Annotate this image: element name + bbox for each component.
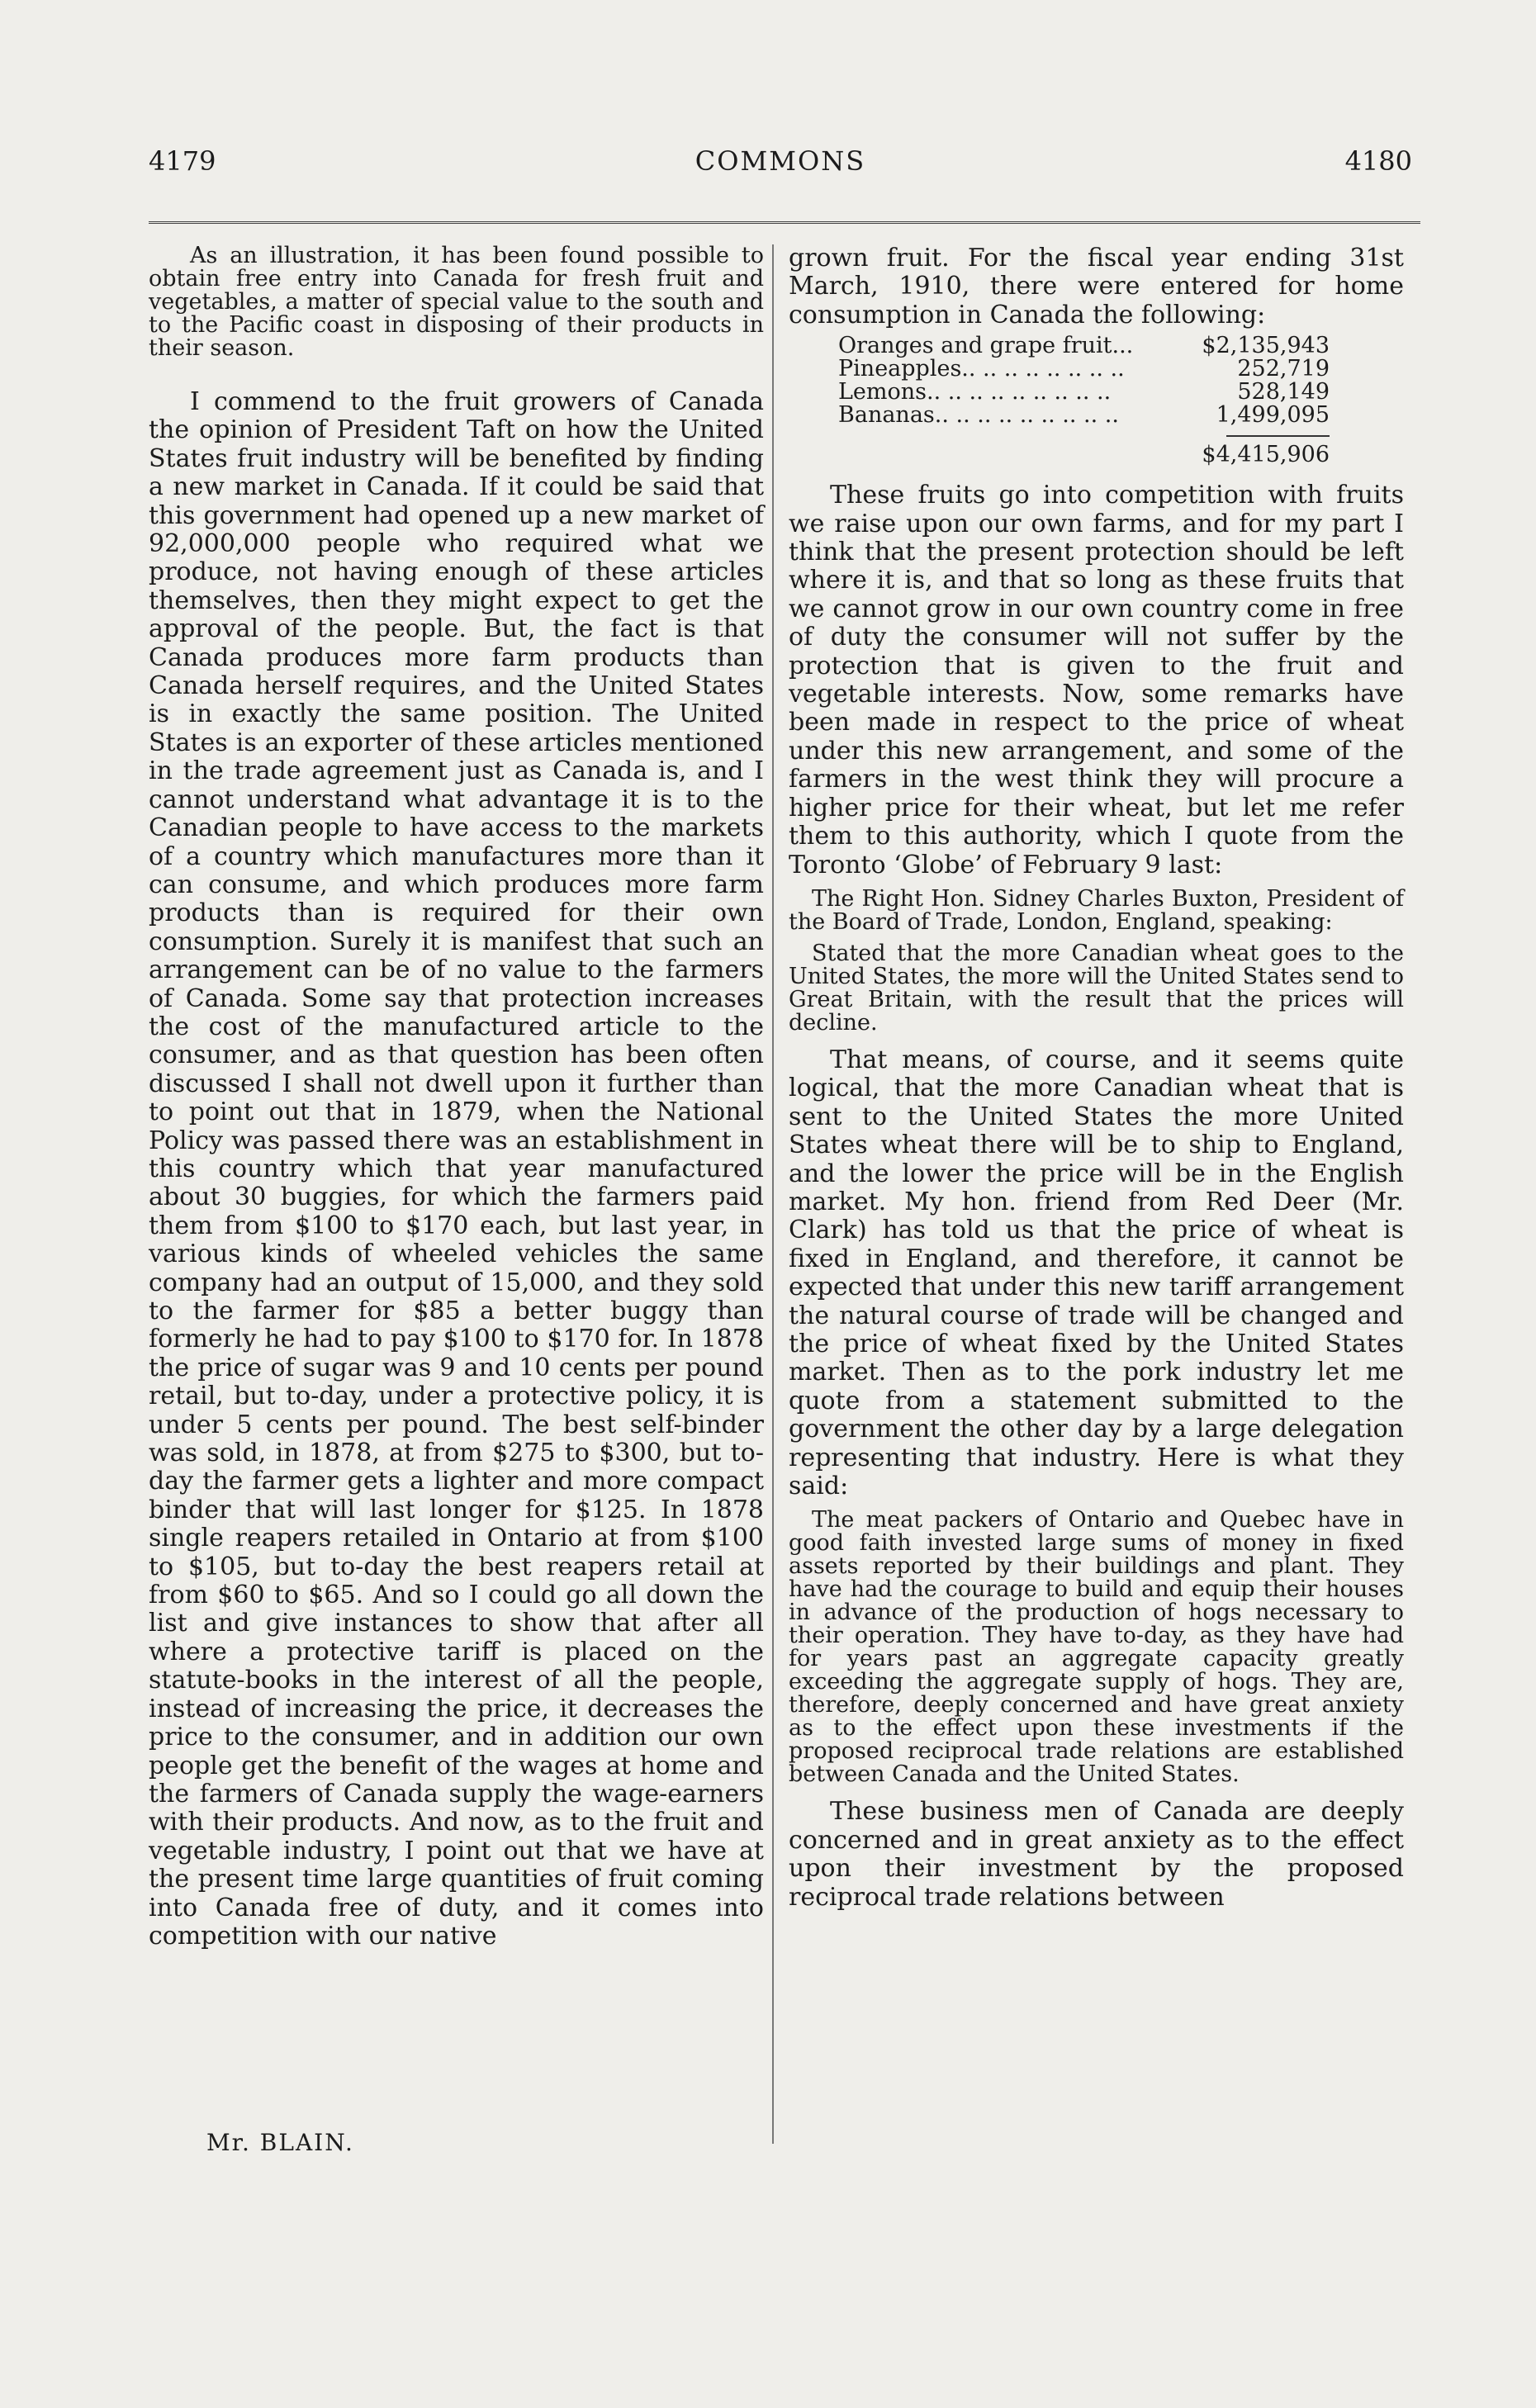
quote-meat-packers: The meat packers of Ontario and Quebec have in good faith invested large sums of money in fixed assets reported by their buildings and plant. They have had the courage to build and equip their houses in advance of the production of hogs necessary to their operation. They have to-day, as they have had for years past an aggregate capacity greatly exceeding the aggregate supply of hogs. They are, therefore, deeply concerned and have great anxiety as to the effect upon these investments if the proposed reciprocal trade relations are established between Canada and the United States. (789, 1507, 1404, 1788)
quote-speaker: The Right Hon. Sidney Charles Buxton, President of the Board of Trade, London, England, speaking: (789, 885, 1404, 935)
page-number-right: 4180 (1344, 145, 1412, 177)
left-paragraph-1: As an illustration, it has been found possible to obtain free entry into Canada for fresh fruit and vegetables, a matter of special value to the south and to the Pacific coast in disposing of their products in their season. (149, 243, 764, 361)
table-row (838, 334, 1330, 358)
left-column (149, 244, 764, 1951)
table-row-amount: 252,719 (1237, 356, 1330, 382)
table-row (838, 381, 1330, 404)
table-row (838, 358, 1330, 381)
right-paragraph-4: These business men of Canada are deeply concerned and in great anxiety as to the effect upon their investment by the proposed reciprocal trade relations between (789, 1797, 1404, 1912)
total-rule (1226, 435, 1330, 437)
page-number-left: 4179 (149, 145, 216, 177)
table-row-amount: $2,135,943 (1202, 333, 1330, 359)
table-row-label: Bananas.. .. .. .. .. .. .. .. .. (838, 404, 1119, 428)
table-row-label: Oranges and grape fruit... (838, 334, 1134, 358)
table-row-amount: 1,499,095 (1216, 402, 1330, 429)
speaker-footer: Mr. BLAIN. (206, 2129, 354, 2156)
header-rule (149, 221, 1420, 224)
right-paragraph-3: That means, of course, and it seems quite logical, that the more Canadian wheat that is sent to the United States the more United States wheat there will be to ship to England, and the lower the price will be in the English market. My hon. friend from Red Deer (Mr. Clark) has told us that the price of wheat is fixed in England, and therefore, it cannot be expected that under this new tariff arrangement the natural course of trade will be changed and the price of wheat fixed by the United States market. Then as to the pork industry let me quote from a statement submitted to the government the other day by a large delegation representing that industry. Here is what they said: (789, 1045, 1404, 1500)
imports-table (838, 334, 1330, 467)
left-paragraph-2: I commend to the fruit growers of Canada the opinion of President Taft on how the United States fruit industry will be benefited by finding a new market in Canada. If it could be said that this government had opened up a new market of 92,000,000 people who required what we produce, not having enough of these articles themselves, then they might expect to get the approval of the people. But, the fact is that Canada produces more farm products than Canada herself requires, and the United States is in exactly the same position. The United States is an exporter of these articles mentioned in the trade agreement just as Canada is, and I cannot understand what advantage it is to the Canadian people to have access to the markets of a country which manufactures more than it can consume, and which produces more farm products than is required for their own consumption. Surely it is manifest that such an arrangement can be of no value to the farmers of Canada. Some say that protection increases the cost of the manufactured article to the consumer, and as that question has been often discussed I shall not dwell upon it further than to point out that in 1879, when the National Policy was passed there was an establishment in this country which that year manufactured about 30 buggies, for which the farmers paid them from $100 to $170 each, but last year, in various kinds of wheeled vehicles the same company had an output of 15,000, and they sold to the farmer for $85 a better buggy than formerly he had to pay $100 to $170 for. In 1878 the price of sugar was 9 and 10 cents per pound retail, but to-day, under a protective policy, it is under 5 cents per pound. The best self-binder was sold, in 1878, at from $275 to $300, but to-day the farmer gets a lighter and more compact binder that will last longer for $125. In 1878 single reapers retailed in Ontario at from $100 to $105, but to-day the best reapers retail at from $60 to $65. And so I could go all down the list and give instances to show that after all where a protective tariff is placed on the statute-books in the interest of all the people, instead of increasing the price, it decreases the price to the consumer, and in addition our own people get the benefit of the wages at home and the farmers of Canada supply the wage-earners with their products. And now, as to the fruit and vegetable industry, I point out that we have at the present time large quantities of fruit coming into Canada free of duty, and it comes into competition with our native (149, 387, 764, 1951)
right-paragraph-1: grown fruit. For the fiscal year ending 31st March, 1910, there were entered for home consumption in Canada the following: (789, 244, 1404, 329)
table-row-label: Lemons.. .. .. .. .. .. .. .. .. (838, 381, 1112, 405)
page-title: COMMONS (695, 145, 866, 177)
table-row-amount: 528,149 (1237, 379, 1330, 405)
table-row (838, 404, 1330, 427)
right-paragraph-2: These fruits go into competition with fruits we raise upon our own farms, and for my part I think that the present protection should be left where it is, and that so long as these fruits that we cannot grow in our own country come in free of duty the consumer will not suffer by the protection that is given to the fruit and vegetable interests. Now, some remarks have been made in respect to the price of wheat under this new arrangement, and some of the farmers in the west think they will procure a higher price for their wheat, but let me refer them to this authority, which I quote from the Toronto ‘Globe’ of February 9 last: (789, 481, 1404, 879)
right-column (789, 244, 1404, 1912)
page-header (149, 145, 1412, 187)
table-total: $4,415,906 (1202, 442, 1330, 468)
column-divider (772, 244, 774, 2144)
quote-statement: Stated that the more Canadian wheat goes to the United States, the more will the United States send to Great Britain, with the result that the prices will decline. (789, 940, 1404, 1036)
table-row-label: Pineapples.. .. .. .. .. .. .. .. (838, 358, 1125, 382)
